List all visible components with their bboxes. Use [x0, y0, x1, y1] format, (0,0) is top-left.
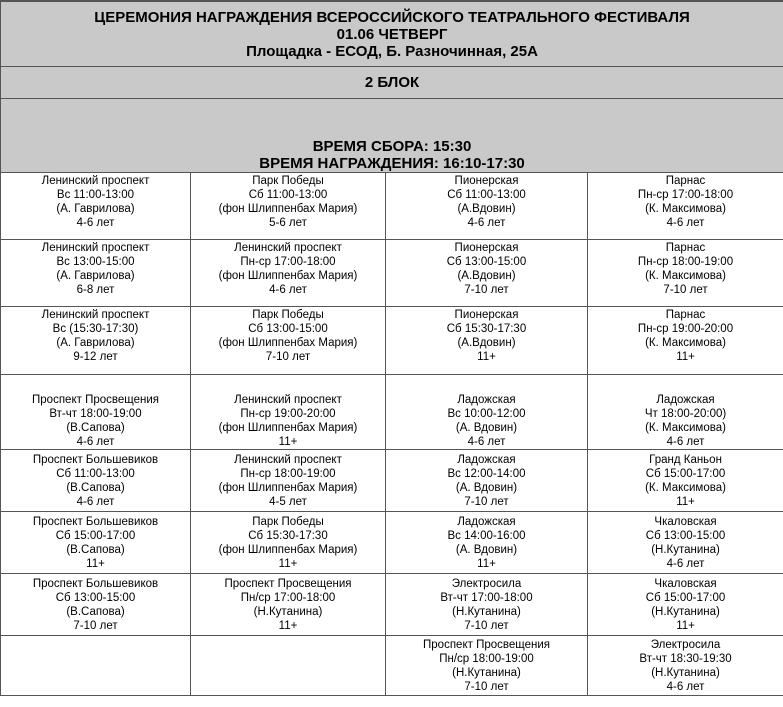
cell-age: 4-6 лет [467, 217, 506, 229]
schedule-cell [588, 375, 783, 450]
cell-schedule: Пн-ср 19:00-20:00 [637, 323, 734, 335]
cell-schedule: Вс 10:00-12:00 [447, 408, 526, 420]
cell-age: 4-6 лет [666, 557, 705, 570]
cell-teacher: (фон Шлиппенбах Мария) [218, 203, 358, 215]
cell-schedule: Вс 12:00-14:00 [447, 467, 526, 480]
cell-schedule: Сб 13:00-15:00 [446, 256, 527, 268]
empty-cell [191, 636, 386, 696]
cell-teacher: (К. Максимова) [645, 422, 726, 434]
cell-age: 7-10 лет [464, 619, 509, 632]
schedule-cell [386, 173, 588, 240]
cell-schedule: Сб 15:30-17:30 [248, 529, 328, 542]
cell-age: 7-10 лет [464, 284, 509, 296]
cell-teacher: (К. Максимова) [645, 203, 726, 215]
schedule-cell [588, 512, 783, 574]
cell-schedule: Вс 13:00-15:00 [56, 256, 135, 268]
cell-location: Ладожская [457, 394, 516, 406]
cell-location: Парнас [665, 309, 706, 321]
time-header [1, 99, 783, 173]
cell-schedule: Сб 11:00-13:00 [56, 467, 135, 480]
cell-teacher: (А. Гаврилова) [56, 337, 135, 349]
cell-age: 7-10 лет [265, 351, 311, 363]
cell-age: 6-8 лет [76, 284, 115, 296]
schedule-cell [1, 450, 191, 512]
cell-location: Проспект Просвещения [224, 577, 352, 590]
cell-age: 11+ [477, 557, 496, 570]
cell-location: Гранд Каньон [649, 453, 722, 466]
schedule-cell [386, 375, 588, 450]
cell-schedule: Пн-ср 17:00-18:00 [637, 189, 734, 201]
cell-location: Ладожская [457, 453, 516, 466]
cell-teacher: (А. Вдовин) [455, 543, 518, 556]
cell-schedule: Вт-чт 18:00-19:00 [49, 408, 142, 420]
cell-age: 11+ [86, 557, 105, 570]
cell-teacher: (А. Вдовин) [455, 422, 518, 434]
ceremony-title: ЦЕРЕМОНИЯ НАГРАЖДЕНИЯ ВСЕРОССИЙСКОГО ТЕАТРАЛЬНОГО ФЕСТИВАЛЯ [94, 8, 690, 26]
cell-location: Проспект Просвещения [423, 638, 550, 651]
cell-schedule: Сб 11:00-13:00 [248, 189, 328, 201]
cell-schedule: Сб 13:00-15:00 [55, 591, 136, 604]
schedule-cell [191, 240, 386, 307]
schedule-cell [1, 173, 191, 240]
cell-schedule: Вт-чт 18:30-19:30 [639, 652, 732, 665]
schedule-cell [191, 375, 386, 450]
schedule-cell [191, 307, 386, 375]
cell-location: Пионерская [454, 242, 519, 254]
title-header [1, 1, 783, 67]
cell-schedule: Пн/ср 17:00-18:00 [240, 591, 336, 604]
cell-location: Проспект Большевиков [32, 453, 159, 466]
cell-teacher: (К. Максимова) [645, 337, 726, 349]
cell-age: 11+ [477, 351, 496, 363]
cell-schedule: Сб 13:00-15:00 [248, 323, 328, 335]
cell-schedule: Пн-ср 18:00-19:00 [637, 256, 734, 268]
cell-schedule: Пн-ср 18:00-19:00 [240, 467, 336, 480]
cell-age: 4-6 лет [76, 495, 115, 508]
cell-location: Ленинский проспект [41, 175, 150, 187]
schedule-cell [386, 307, 588, 375]
cell-age: 9-12 лет [73, 351, 118, 363]
schedule-cell [386, 636, 588, 696]
schedule-cell [386, 240, 588, 307]
cell-age: 4-6 лет [666, 217, 705, 229]
schedule-cell [588, 450, 783, 512]
cell-teacher: (фон Шлиппенбах Мария) [218, 422, 358, 434]
award-time: ВРЕМЯ НАГРАЖДЕНИЯ: 16:10-17:30 [259, 155, 525, 172]
cell-location: Ладожская [457, 515, 516, 528]
cell-age: 5-6 лет [269, 217, 307, 229]
schedule-cell [1, 574, 191, 636]
cell-teacher: (Н.Кутанина) [452, 605, 521, 618]
cell-teacher: (В.Сапова) [66, 422, 125, 434]
cell-teacher: (В.Сапова) [66, 543, 125, 556]
ceremony-venue: Площадка - ЕСОД, Б. Разночинная, 25А [246, 42, 538, 60]
cell-teacher: (А. Гаврилова) [56, 270, 135, 282]
cell-teacher: (Н.Кутанина) [253, 605, 323, 618]
cell-location: Ленинский проспект [41, 309, 150, 321]
cell-location: Парк Победы [252, 309, 324, 321]
cell-location: Проспект Большевиков [32, 577, 159, 590]
schedule-cell [1, 240, 191, 307]
schedule-cell [1, 307, 191, 375]
cell-teacher: (фон Шлиппенбах Мария) [218, 481, 358, 494]
cell-teacher: (В.Сапова) [66, 481, 125, 494]
cell-location: Ленинский проспект [234, 394, 342, 406]
cell-location: Чкаловская [654, 515, 717, 528]
cell-teacher: (К. Максимова) [645, 481, 726, 494]
cell-schedule: Пн-ср 19:00-20:00 [240, 408, 336, 420]
cell-schedule: Чт 18:00-20:00) [644, 408, 727, 420]
cell-age: 4-6 лет [76, 217, 115, 229]
cell-schedule: Сб 15:00-17:00 [645, 467, 726, 480]
cell-teacher: (фон Шлиппенбах Мария) [218, 337, 358, 349]
schedule-cell [1, 375, 191, 450]
cell-schedule: Пн-ср 17:00-18:00 [240, 256, 336, 268]
cell-teacher: (К. Максимова) [645, 270, 726, 282]
cell-teacher: (Н.Кутанина) [651, 605, 720, 618]
cell-teacher: (В.Сапова) [66, 605, 125, 618]
schedule-cell [588, 240, 783, 307]
schedule-cell [588, 636, 783, 696]
cell-schedule: Вс 11:00-13:00 [56, 189, 135, 201]
cell-location: Электросила [451, 577, 522, 590]
cell-schedule: Сб 13:00-15:00 [645, 529, 726, 542]
cell-teacher: (Н.Кутанина) [651, 666, 720, 679]
cell-age: 11+ [676, 495, 695, 508]
schedule-cell [191, 574, 386, 636]
cell-location: Пионерская [454, 309, 519, 321]
cell-age: 7-10 лет [73, 619, 118, 632]
cell-schedule: Сб 15:00-17:00 [55, 529, 136, 542]
cell-teacher: (Н.Кутанина) [452, 666, 521, 679]
schedule-cell [386, 450, 588, 512]
cell-teacher: (А.Вдовин) [457, 337, 516, 349]
cell-age: 11+ [676, 619, 695, 632]
cell-teacher: (фон Шлиппенбах Мария) [218, 270, 358, 282]
cell-location: Пионерская [454, 175, 519, 187]
cell-location: Парнас [665, 242, 706, 254]
schedule-cell [588, 574, 783, 636]
cell-age: 11+ [278, 557, 298, 570]
cell-age: 4-6 лет [666, 436, 705, 448]
cell-schedule: Сб 15:00-17:00 [645, 591, 726, 604]
cell-age: 11+ [676, 351, 695, 363]
schedule-cell [386, 574, 588, 636]
cell-location: Парнас [665, 175, 706, 187]
cell-teacher: (А. Гаврилова) [56, 203, 135, 215]
cell-age: 4-5 лет [269, 495, 307, 508]
gather-time: ВРЕМЯ СБОРА: 15:30 [312, 138, 472, 155]
cell-schedule: Сб 15:30-17:30 [446, 323, 527, 335]
schedule-cell [1, 512, 191, 574]
cell-schedule: Вт-чт 17:00-18:00 [440, 591, 533, 604]
cell-age: 4-6 лет [269, 284, 307, 296]
empty-cell [1, 636, 191, 696]
cell-teacher: (А. Вдовин) [455, 481, 518, 494]
cell-location: Ладожская [656, 394, 715, 406]
cell-teacher: (А.Вдовин) [457, 203, 516, 215]
cell-location: Проспект Просвещения [32, 394, 159, 406]
cell-location: Ленинский проспект [234, 453, 342, 466]
cell-schedule: Вс (15:30-17:30) [52, 323, 139, 335]
cell-age: 7-10 лет [663, 284, 708, 296]
cell-teacher: (Н.Кутанина) [651, 543, 720, 556]
cell-age: 7-10 лет [464, 495, 509, 508]
cell-location: Ленинский проспект [234, 242, 342, 254]
schedule-cell [191, 450, 386, 512]
cell-age: 7-10 лет [464, 680, 509, 693]
cell-age: 11+ [278, 619, 298, 632]
cell-teacher: (А.Вдовин) [457, 270, 516, 282]
cell-schedule: Вс 14:00-16:00 [447, 529, 526, 542]
schedule-cell [588, 173, 783, 240]
cell-location: Парк Победы [252, 175, 324, 187]
cell-location: Чкаловская [654, 577, 717, 590]
cell-age: 4-6 лет [666, 680, 705, 693]
cell-teacher: (фон Шлиппенбах Мария) [218, 543, 358, 556]
cell-location: Парк Победы [252, 515, 324, 528]
block-label: 2 БЛОК [364, 74, 420, 91]
cell-age: 4-6 лет [467, 436, 506, 448]
cell-age: 11+ [278, 436, 298, 448]
schedule-cell [588, 307, 783, 375]
cell-location: Проспект Большевиков [32, 515, 159, 528]
ceremony-date: 01.06 ЧЕТВЕРГ [336, 25, 448, 43]
cell-location: Ленинский проспект [41, 242, 150, 254]
block-header [1, 67, 783, 99]
cell-age: 4-6 лет [76, 436, 115, 448]
schedule-cell [191, 512, 386, 574]
cell-schedule: Пн/ср 18:00-19:00 [439, 652, 534, 665]
cell-schedule: Сб 11:00-13:00 [447, 189, 526, 201]
cell-location: Электросила [650, 638, 721, 651]
schedule-cell [386, 512, 588, 574]
schedule-cell [191, 173, 386, 240]
